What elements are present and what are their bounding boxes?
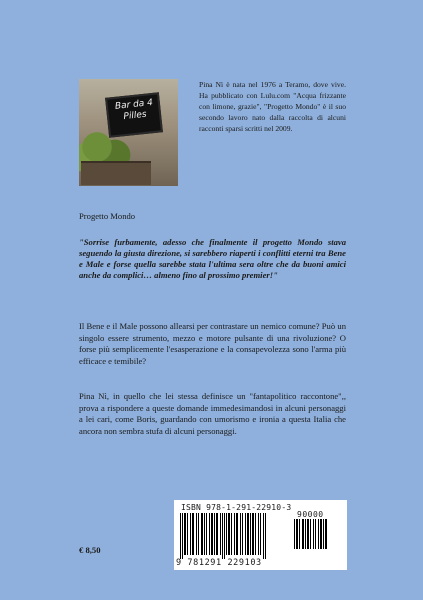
barcode-bar xyxy=(296,519,298,549)
barcode-bar xyxy=(231,513,232,555)
barcode-bar xyxy=(216,513,218,555)
ean-barcode-bars xyxy=(180,513,288,561)
barcode-bar xyxy=(198,513,199,555)
barcode-bar xyxy=(320,519,322,549)
barcode-bar xyxy=(182,513,183,559)
barcode-bar xyxy=(201,513,203,555)
barcode-bar xyxy=(255,513,256,555)
blurb-paragraph-1: Il Bene e il Male possono allearsi per contrastare un nemico comune? Può un singolo essere strumento, mezzo e motore pulsante di una rivoluzione? O forse più semplicemente l'esasperazione e la consapevolezza sono l'arma più efficace e temibile? xyxy=(79,321,346,366)
barcode-bar xyxy=(206,513,207,555)
barcode-bar xyxy=(265,513,266,559)
barcode-bar xyxy=(240,513,241,555)
section-title: Progetto Mondo xyxy=(79,211,136,221)
sign-text: Bar da 4 Pilles xyxy=(114,97,154,123)
barcode-bar xyxy=(187,513,188,555)
barcode-bar xyxy=(315,519,316,549)
planter-decoration xyxy=(81,161,151,185)
barcode-bar xyxy=(302,519,304,549)
barcode-bar xyxy=(307,519,309,549)
barcode-bar xyxy=(260,513,261,555)
price-label: € 8,50 xyxy=(79,545,101,555)
barcode-bar xyxy=(299,519,300,549)
barcode-bar xyxy=(252,513,254,555)
barcode-bar xyxy=(318,519,319,549)
blurb-paragraph-2: Pina Nì, in quello che lei stessa definisce un "fantapolitico raccontone",, prova a rispondere a queste domande immedesimandosi in alcuni personaggi a lei cari, come Boris, guardando con umorismo e ironia a questa Italia che ancora non sembra stufa di alcuni personaggi. xyxy=(79,391,346,436)
barcode-bar xyxy=(234,513,235,555)
barcode-bar xyxy=(220,513,221,555)
author-bio: Pina Nì è nata nel 1976 a Teramo, dove vive. Ha pubblicato con Lulu.com "Acqua frizzante con limone, grazie", "Progetto Mondo" è il suo secondo lavoro nato dalla raccolta di alcuni racconti sparsi scritti nel 2009. xyxy=(199,80,346,133)
author-photo xyxy=(79,79,178,186)
barcode-bar xyxy=(180,513,181,559)
barcode-bar xyxy=(196,513,197,555)
ean-digits: 9 781291 229103 xyxy=(176,558,262,568)
barcode-bar xyxy=(245,513,246,555)
barcode-bar xyxy=(184,513,186,555)
barcode-bar xyxy=(214,513,215,555)
barcode-bar xyxy=(305,519,306,549)
barcode-bar xyxy=(313,519,314,549)
book-quote: "Sorrise furbamente, adesso che finalmente il progetto Mondo stava seguendo la giusta direzione, si sarebbero riaperti i conflitti eterni tra Bene e Male e forse quella sarebbe stata l'ultima sera oltre che da buoni amici anche da complici… almeno fino al prossimo premier!" xyxy=(79,237,346,280)
barcode-bar xyxy=(236,513,238,555)
barcode-bar xyxy=(224,513,225,559)
supplement-barcode-bars xyxy=(294,519,340,549)
barcode-bar xyxy=(222,513,223,559)
barcode-bar xyxy=(325,519,327,549)
barcode-bar xyxy=(242,513,243,555)
barcode-bar xyxy=(192,513,194,555)
barcode-panel xyxy=(174,500,347,570)
barcode-bar xyxy=(250,513,251,555)
isbn-label: ISBN 978-1-291-22910-3 xyxy=(181,503,292,512)
barcode-bar xyxy=(190,513,191,555)
barcode-bar xyxy=(228,513,230,555)
barcode-bar xyxy=(294,519,295,549)
barcode-bar xyxy=(323,519,324,549)
supplement-digits: 90000 xyxy=(297,510,324,519)
barcode-bar xyxy=(258,513,259,555)
barcode-bar xyxy=(263,513,264,559)
barcode-bar xyxy=(209,513,210,555)
barcode-bar xyxy=(310,519,311,549)
barcode-bar xyxy=(226,513,227,555)
barcode-bar xyxy=(247,513,249,555)
barcode-bar xyxy=(211,513,213,555)
barcode-bar xyxy=(204,513,205,555)
